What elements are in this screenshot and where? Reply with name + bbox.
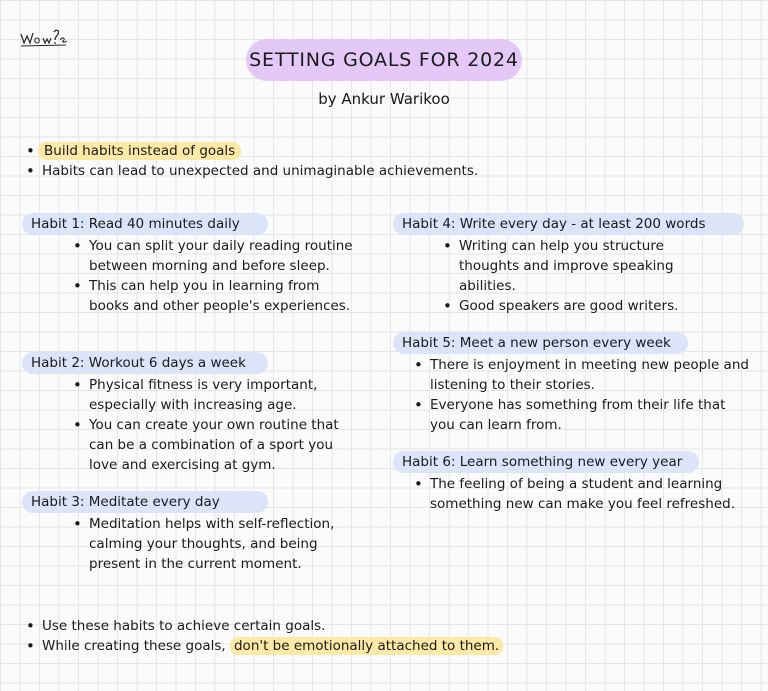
habit-label: Habit 2: Workout 6 days a week — [22, 352, 268, 374]
author-byline: by Ankur Warikoo — [318, 90, 450, 108]
habit-block-6 — [393, 451, 753, 514]
habit-block-4 — [393, 213, 753, 316]
habit-label: Habit 4: Write every day - at least 200 words — [393, 213, 744, 235]
logo — [20, 26, 70, 52]
logo-mark — [20, 26, 70, 48]
list-item: • Use these habits to achieve certain goals. — [24, 616, 503, 636]
habit-block-2 — [22, 352, 362, 475]
habit-label: Habit 5: Meet a new person every week — [393, 332, 688, 354]
list-item: • You can create your own routine that can be a combination of a sport you love and exercising at gym. — [89, 415, 359, 475]
list-item: • Writing can help you structure thoughts and improve speaking abilities. — [459, 236, 699, 296]
list-item: • Physical fitness is very important, especially with increasing age. — [89, 375, 359, 415]
page-title: SETTING GOALS FOR 2024 — [246, 39, 522, 81]
habit-block-3 — [22, 491, 362, 574]
list-item: • There is enjoyment in meeting new people and listening to their stories. — [430, 355, 752, 395]
list-item: • Everyone has something from their life that you can learn from. — [430, 395, 752, 435]
list-item — [24, 141, 478, 161]
outro-list — [24, 616, 503, 656]
list-item: • You can split your daily reading routine between morning and before sleep. — [89, 236, 359, 276]
habit-label: Habit 3: Meditate every day — [22, 491, 268, 513]
list-item: • The feeling of being a student and learning something new can make you feel refreshed. — [430, 474, 752, 514]
list-item: • Meditation helps with self-reflection, calming your thoughts, and being present in the current moment. — [89, 514, 339, 574]
habit-label: Habit 6: Learn something new every year — [393, 451, 699, 473]
highlight-text: don't be emotionally attached to them. — [230, 637, 503, 655]
list-item: • Habits can lead to unexpected and unimaginable achievements. — [24, 161, 478, 181]
highlight-text: Build habits instead of goals — [38, 142, 241, 160]
intro-list — [24, 141, 478, 181]
list-item: • Good speakers are good writers. — [459, 296, 699, 316]
habit-block-1 — [22, 213, 362, 316]
habit-label: Habit 1: Read 40 minutes daily — [22, 213, 268, 235]
list-item: • This can help you in learning from books and other people's experiences. — [89, 276, 359, 316]
habit-block-5 — [393, 332, 753, 435]
outro-prefix: While creating these goals, — [42, 638, 230, 654]
list-item — [24, 636, 503, 656]
